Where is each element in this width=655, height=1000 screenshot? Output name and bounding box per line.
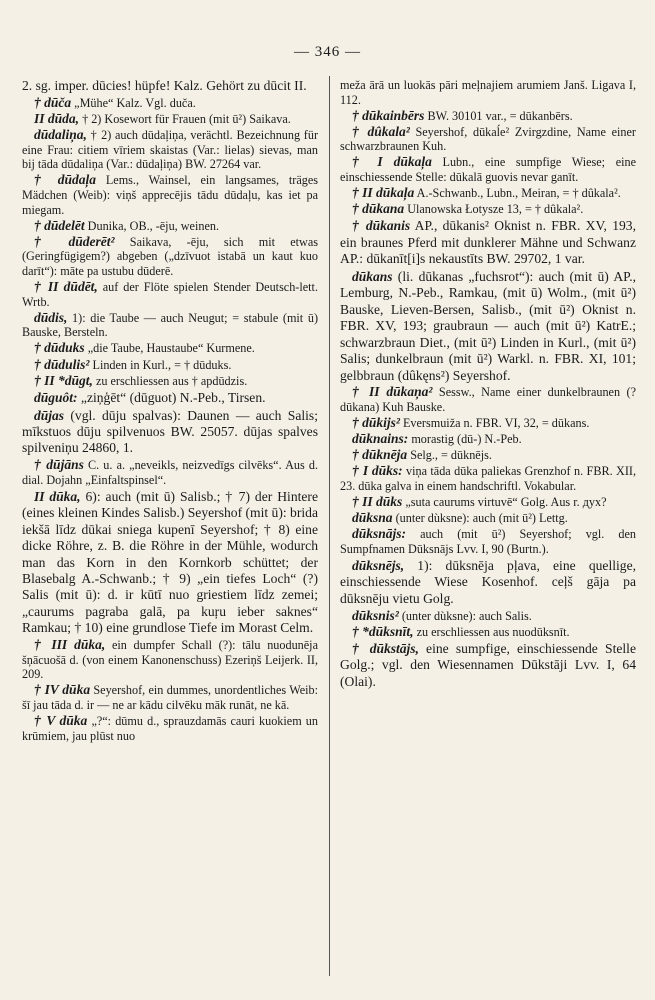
entry-headword: † dūkana bbox=[352, 201, 405, 217]
entry-body: Ulanowska Łotysze 13, = † dûkala². bbox=[404, 202, 584, 217]
dictionary-entry bbox=[340, 432, 636, 447]
dictionary-entry bbox=[22, 408, 318, 457]
dictionary-entry bbox=[340, 218, 636, 267]
dictionary-entry bbox=[340, 448, 636, 463]
entry-body: A.-Schwanb., Lubn., Meiran, = † dûkala². bbox=[414, 186, 621, 201]
dictionary-entry bbox=[22, 235, 318, 279]
column-divider bbox=[329, 76, 330, 976]
dictionary-entry bbox=[22, 96, 318, 111]
dictionary-entry bbox=[340, 495, 636, 510]
entry-headword: II dūka, bbox=[34, 489, 81, 504]
entry-headword: † dūknēja bbox=[352, 447, 408, 463]
dictionary-entry bbox=[22, 489, 318, 637]
entry-headword: † IV dūka bbox=[34, 682, 91, 698]
dictionary-entry bbox=[340, 109, 636, 124]
dictionary-entry bbox=[22, 390, 318, 406]
dictionary-entry bbox=[340, 641, 636, 690]
entry-headword: dūdaliņa, bbox=[34, 127, 87, 143]
entry-body: (vgl. dūju spalvas): Daunen — auch Salis; mīkstuos dūju spilvenuos BW. 25057. dūjas spalves spilveniņu 24860, 1. bbox=[22, 407, 318, 456]
entry-body: Sessw., Name einer dunkelbraunen (? dūkana) Kuh Bauske. bbox=[340, 385, 637, 414]
entry-body: Seyershof, dūkaĺe² Zvirgzdine, Name einer schwarzbraunen Kuh. bbox=[340, 124, 636, 154]
entry-headword: † II dūkaļa bbox=[352, 185, 415, 201]
entry-headword: † dūdelēt bbox=[34, 217, 85, 233]
dictionary-entry bbox=[340, 78, 636, 107]
entry-body: AP., dūkanis² Oknist n. FBR. XV, 193, ein braunes Pferd mit dunklerer Mähne und Schwanz AP.: dūkanīt[i]s nekaustīts BW. 29702, 1 var. bbox=[340, 218, 636, 267]
dictionary-entry bbox=[22, 280, 318, 309]
entry-headword: † dūča bbox=[34, 94, 72, 110]
dictionary-entry bbox=[340, 416, 636, 431]
entry-headword: dūguôt: bbox=[34, 389, 78, 405]
entry-headword: † III dūka, bbox=[34, 637, 106, 653]
entry-headword: II dūda, bbox=[34, 111, 80, 126]
entry-headword: † dûkala² bbox=[352, 123, 410, 139]
entry-headword: dūksnējs, bbox=[352, 557, 405, 573]
entry-body: 1): dūksnēja pļava, eine quellige, einschiessende Wiese Kosenhof. ceļš gāja pa dūksnēju vietu Golg. bbox=[340, 557, 636, 606]
dictionary-entry bbox=[22, 112, 318, 127]
entry-body: viņa tāda dūka paliekas Grenzhof n. FBR. XII, 23. dūka galva in einem handschriftl. Vokabular. bbox=[340, 464, 636, 493]
entry-headword: † I dūks: bbox=[352, 463, 403, 479]
dictionary-entry bbox=[340, 202, 636, 217]
entry-headword: † *dūksnīt, bbox=[352, 623, 414, 639]
dictionary-entry bbox=[22, 341, 318, 356]
entry-body: (unter dùksne): auch (mit ū²) Lettg. bbox=[392, 511, 568, 526]
entry-headword: † II dūdēt, bbox=[34, 279, 98, 295]
entry-headword: † dūdulis² bbox=[34, 356, 90, 372]
dictionary-entry bbox=[340, 511, 636, 526]
dictionary-entry bbox=[22, 173, 318, 217]
entry-headword: dūksnājs: bbox=[352, 526, 407, 542]
entry-body: (li. dūkanas „fuchsrot“): auch (mit ū) AP., Lemburg, N.-Peb., Ramkau, (mit ū) Wolm., (mit ū²) Bauske, Lieven-Bersen, Salisb., (mit ū²) Oknist n. FBR. XV, 193; graubraun — auch (mit ū²) KatrE.; schwarzbraun Diet., (mit ū²) Linden in Kurl., (mit ū²) Salis; dunkelbraun (mit ū²) Warkl. n. FBR. XI, 101; gelbbraun (dûkęns²) Seyershof. bbox=[340, 269, 636, 383]
dictionary-entry bbox=[22, 458, 318, 487]
dictionary-entry bbox=[22, 638, 318, 682]
entry-body: ein dumpfer Schall (?): tālu nuodunēja šņācuošā d. (von einem Kanonenschuss) Ezeriņš Leijerk. II, 209. bbox=[22, 638, 318, 682]
dictionary-entry bbox=[22, 128, 318, 172]
dictionary-entry bbox=[340, 609, 636, 624]
entry-body: 6): auch (mit ū) Salisb.; † 7) der Hintere (eines kleinen Kindes Salisb.) Seyershof (mit ū): brida iekšā līdz dūkai sniega kupenī Seyershof; † 8) eine dicke Röhre, z. B. die Röhre in der Mühle, wodurch man das Korn in den Kornkorb schüttet; der Blasebalg A.-Schwanb.; † 9) „ein tiefes Loch“ (?) Salis (mit ū): d. ir kūtī nuo griestiem līdz zemei; „caurums pagraba galā, pa kuŗu ieber saknes“ Ramkau; † 10) eine grundlose Tiefe im Morast Celm. bbox=[22, 489, 318, 636]
entry-headword: † II *dūgt, bbox=[34, 372, 93, 388]
page-number: — 346 — bbox=[294, 44, 361, 60]
entry-body: „?“: dūmu d., sprauzdamās cauri kuokiem un krūmiem, jau plūst nuo bbox=[22, 714, 318, 743]
dictionary-entry bbox=[340, 269, 636, 384]
entry-headword: dūjas bbox=[34, 407, 65, 423]
left-column bbox=[22, 78, 318, 745]
dictionary-entry bbox=[340, 464, 636, 493]
dictionary-entry bbox=[340, 527, 636, 556]
entry-headword: † dūkijs² bbox=[352, 415, 400, 431]
entry-body: Linden in Kurl., = † dūduks. bbox=[89, 357, 232, 372]
entry-body: BW. 30101 var., = dūkanbērs. bbox=[424, 108, 573, 123]
entry-body: Lubn., eine sumpfige Wiese; eine einschiessende Stelle: dūkalā guovis nevar ganīt. bbox=[340, 155, 637, 185]
dictionary-entry bbox=[22, 78, 318, 94]
entry-headword: dūknains: bbox=[352, 431, 409, 447]
entry-body: auf der Flöte spielen Stender Deutsch-lett. Wrtb. bbox=[22, 280, 318, 309]
dictionary-entry bbox=[22, 683, 318, 712]
entry-body: „ziņģēt“ (dūguot) N.-Peb., Tirsen. bbox=[77, 389, 266, 405]
dictionary-entry bbox=[22, 311, 318, 340]
entry-headword: † dūjāns bbox=[34, 457, 84, 473]
dictionary-entry bbox=[22, 714, 318, 743]
entry-body: zu erschliessen aus † apdūdzis. bbox=[92, 373, 248, 388]
entry-body: † 2) auch dūdaļiņa, verächtl. Bezeichnung für eine Frau: citiem vīriem skaistas (Var.: lielas) sievas, man bij tāda dūdaliņa (Var.: dūdaļiņa) BW. 27264 var. bbox=[22, 128, 318, 172]
entry-body: † 2) Kosewort für Frauen (mit ū²) Saikava. bbox=[79, 112, 291, 126]
entry-body: eine sumpfige, einschiessende Stelle Golg.; vgl. den Wiesennamen Dūkstāji Lvv. I, 64 (Olai). bbox=[340, 640, 636, 689]
entry-body: zu erschliessen aus nuodūksnīt. bbox=[413, 624, 570, 639]
dictionary-entry bbox=[340, 385, 636, 414]
entry-body: auch (mit ū²) Seyershof; vgl. den Sumpfnamen Dūksnājs Lvv. I, 90 (Burtn.). bbox=[340, 527, 636, 556]
entry-body: Saikava, -ēju, sich mit etwas (Geringfügigem?) abgeben („dzīvuot istabā un kaut kuo darīt“): māte pa ustubu dūderē. bbox=[22, 234, 319, 278]
entry-body: Selg., = dūknējs. bbox=[407, 448, 492, 463]
entry-headword: dūksnis² bbox=[352, 607, 399, 623]
entry-body: Dunika, OB., -ēju, weinen. bbox=[84, 218, 219, 233]
entry-body: Lems., Wainsel, ein langsames, träges Mädchen (Weib): viņš apprecējis tādu dūdaļu, kas iet pa miegam. bbox=[22, 173, 318, 217]
dictionary-entry bbox=[22, 219, 318, 234]
entry-body: 1): die Taube — auch Neugut; = stabule (mit ū) Bauske, Bersteln. bbox=[22, 310, 318, 340]
entry-headword: † dūkanis bbox=[352, 218, 411, 234]
dictionary-entry bbox=[22, 358, 318, 373]
dictionary-entry bbox=[340, 625, 636, 640]
dictionary-entry bbox=[340, 155, 636, 184]
entry-body: (unter dùksne): auch Salis. bbox=[398, 608, 532, 623]
dictionary-entry bbox=[340, 186, 636, 201]
entry-body: C. u. a. „neveikls, neizvedīgs cilvēks“. Aus d. dial. Dojahn „Einfaltspinsel“. bbox=[22, 458, 319, 487]
entry-headword: † dūkainbērs bbox=[352, 107, 425, 123]
dictionary-entry bbox=[22, 374, 318, 389]
dictionary-entry bbox=[340, 125, 636, 154]
entry-headword: dūkans bbox=[352, 269, 393, 285]
dictionary-entry bbox=[340, 558, 636, 607]
entry-headword: † II dūkaņa² bbox=[352, 384, 433, 400]
entry-headword: † dūderēt² bbox=[34, 233, 115, 249]
entry-headword: dūdis, bbox=[34, 309, 68, 325]
entry-headword: † dūkstājs, bbox=[352, 640, 419, 656]
entry-headword: † dūduks bbox=[34, 340, 85, 356]
entry-body: morastig (dū-) N.-Peb. bbox=[408, 432, 522, 447]
entry-headword: † II dūks bbox=[352, 494, 403, 510]
entry-body: meža ārā un luokās pāri meļnajiem arumiem Janš. Ligava I, 112. bbox=[340, 78, 636, 107]
entry-headword: † V dūka bbox=[34, 713, 88, 729]
entry-body: 2. sg. imper. dūcies! hüpfe! Kalz. Gehört zu dūcit II. bbox=[22, 78, 307, 93]
entry-headword: dūksna bbox=[352, 510, 393, 526]
entry-body: Seyershof, ein dummes, unordentliches Weib: šī jau tāda d. ir — ne ar kādu cilvēku māk runāt, ne kā. bbox=[22, 683, 318, 713]
entry-headword: † dūdaļa bbox=[34, 172, 96, 188]
entry-body: „suta caurums virtuvē“ Golg. Aus r. дух? bbox=[402, 495, 607, 510]
entry-body: „Mühe“ Kalz. Vgl. duča. bbox=[71, 95, 196, 110]
entry-body: „die Taube, Haustaube“ Kurmene. bbox=[84, 341, 255, 356]
right-column bbox=[340, 78, 636, 692]
entry-headword: † I dūkaļa bbox=[352, 154, 432, 170]
entry-body: Eversmuiža n. FBR. VI, 32, = dūkans. bbox=[399, 416, 590, 431]
